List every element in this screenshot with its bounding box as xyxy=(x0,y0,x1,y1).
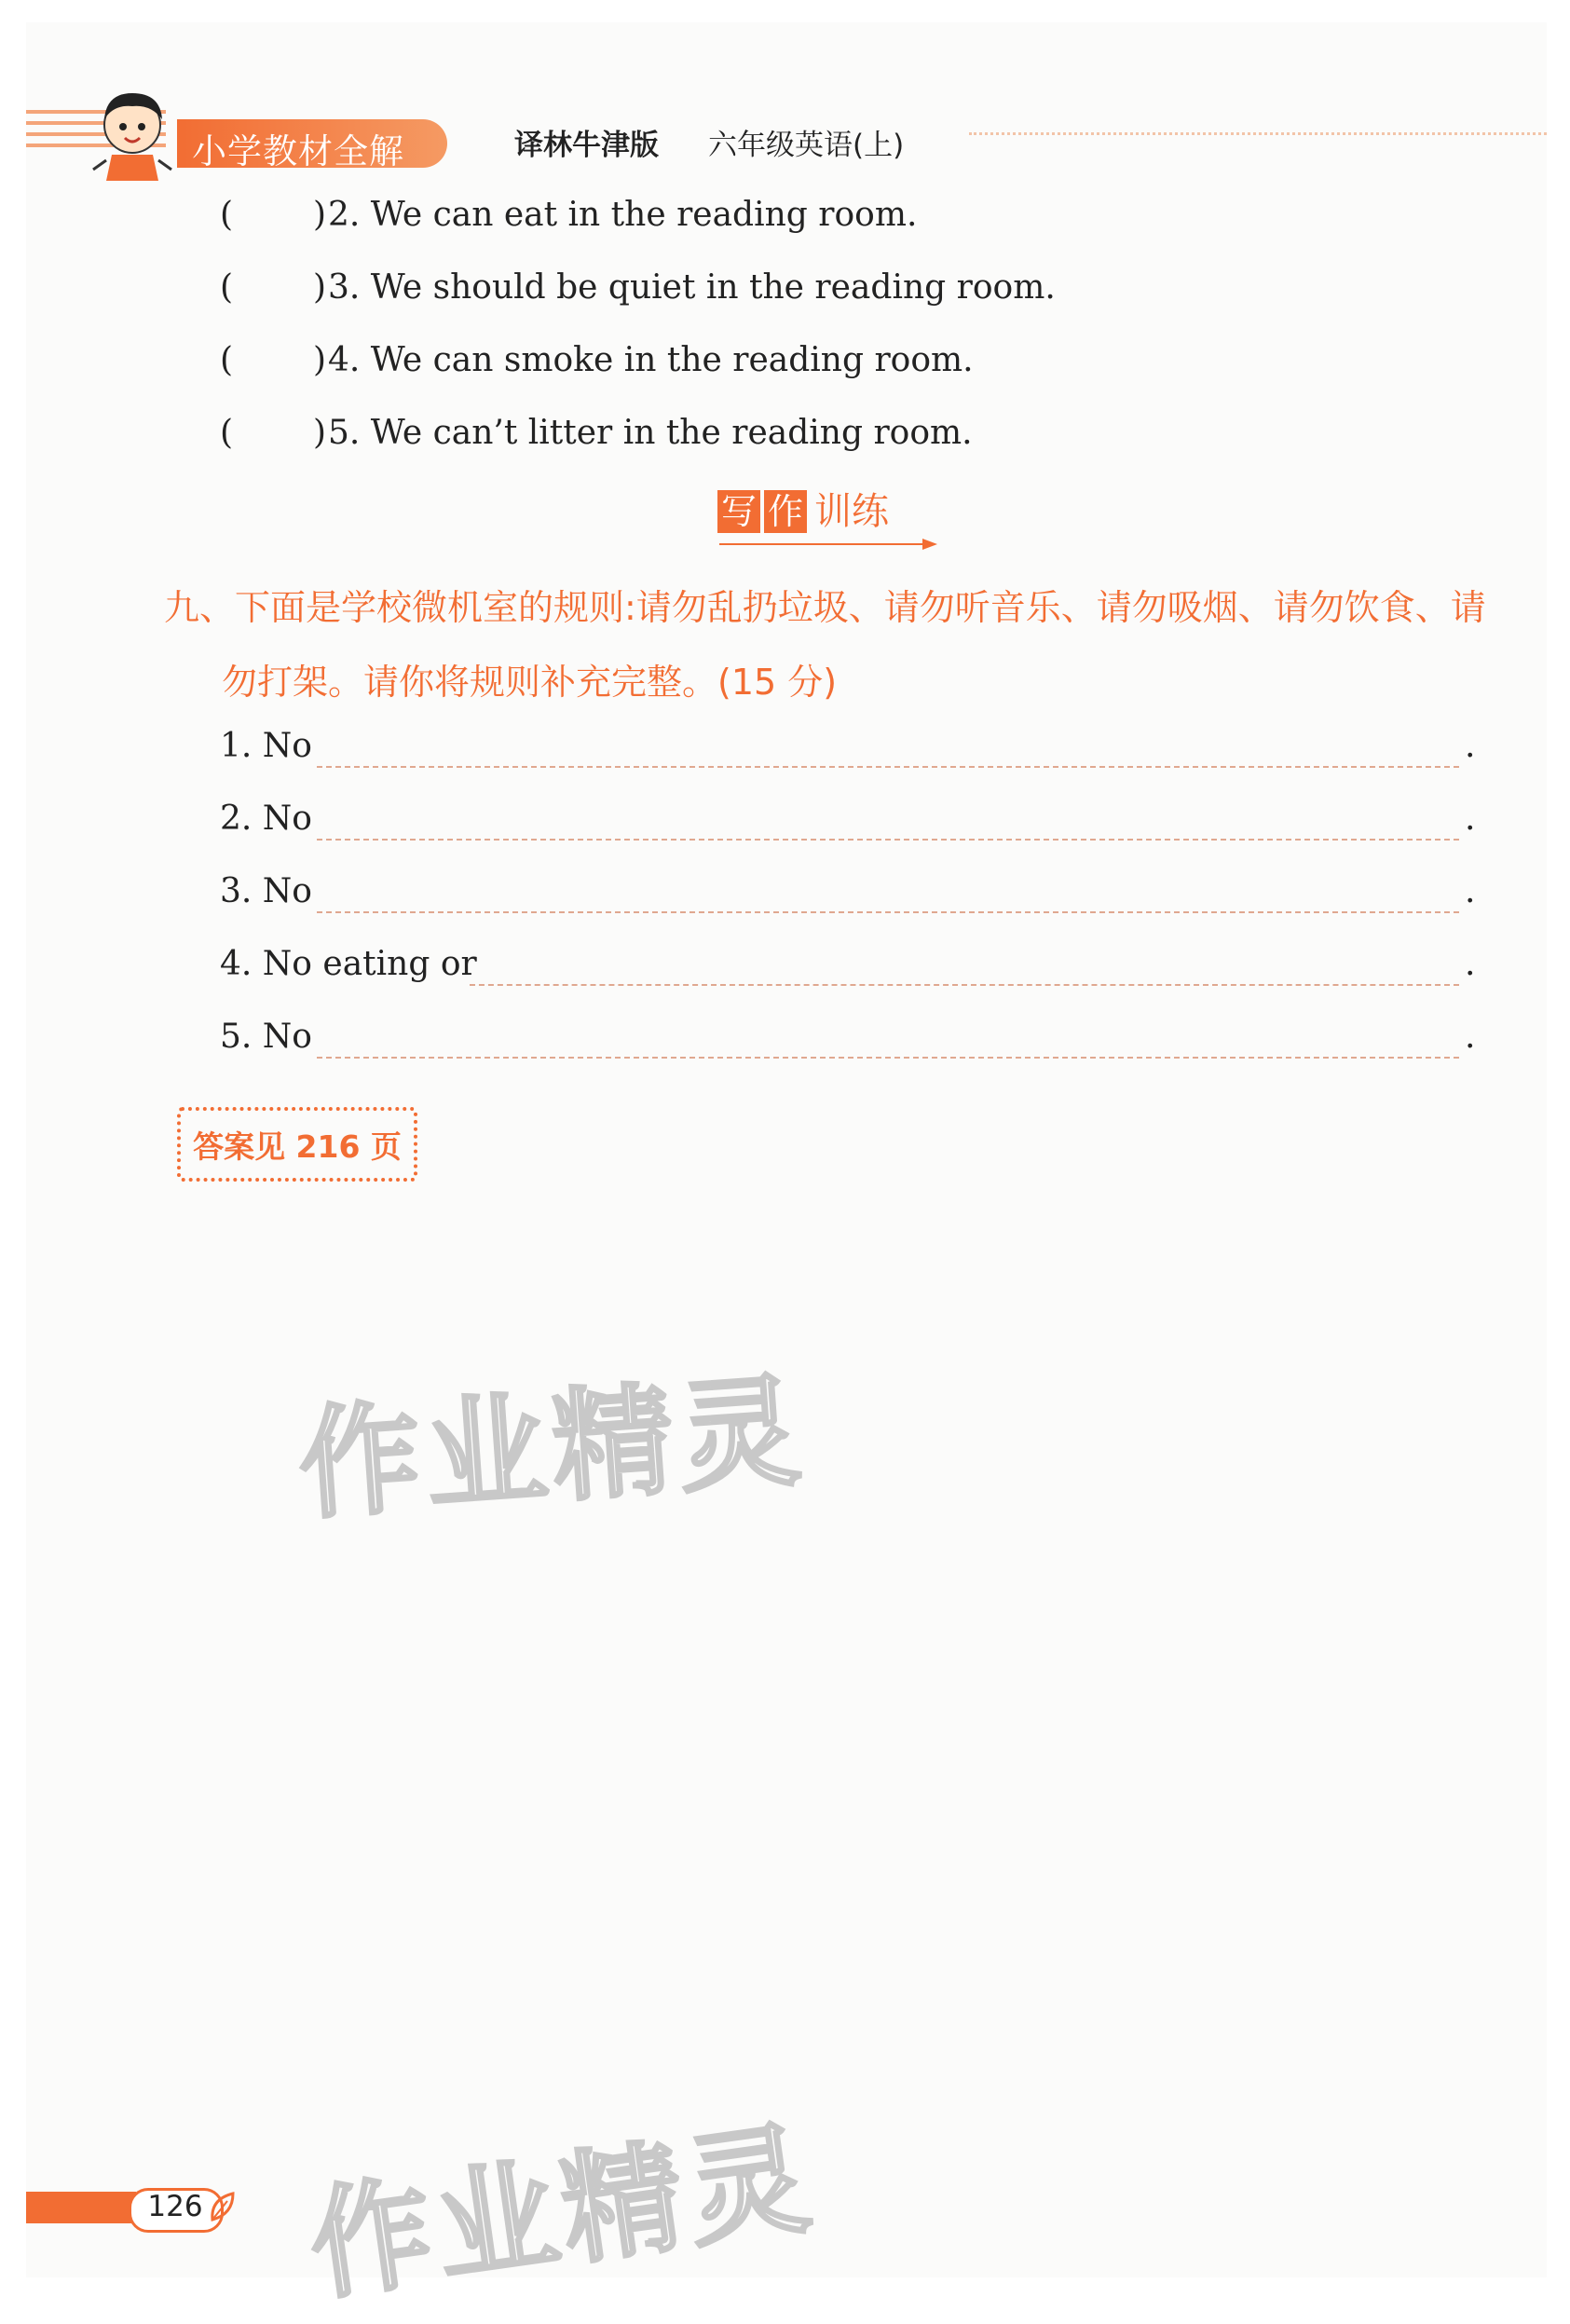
fill-item xyxy=(220,945,1478,991)
section-char-2: 作 xyxy=(764,490,807,533)
leaf-icon xyxy=(209,2190,237,2223)
fill-item xyxy=(220,727,1478,773)
fill-label: 2. No xyxy=(220,800,312,838)
answer-reference: 答案见 216 页 xyxy=(177,1107,417,1182)
instruction-line-2: 勿打架。请你将规则补充完整。(15 分) xyxy=(222,662,838,703)
answer-paren-close: ) xyxy=(313,268,327,307)
section-rest: 训练 xyxy=(814,490,889,533)
header-divider xyxy=(969,132,1547,135)
instruction-line-1: 九、下面是学校微机室的规则:请勿乱扔垃圾、请勿听音乐、请勿吸烟、请勿饮食、请 xyxy=(164,587,1486,628)
answer-line[interactable] xyxy=(470,984,1459,986)
fill-item xyxy=(220,872,1478,919)
fill-label: 1. No xyxy=(220,727,312,765)
fill-end: . xyxy=(1465,727,1476,765)
fill-end: . xyxy=(1465,800,1476,838)
fill-end: . xyxy=(1465,1018,1476,1056)
answer-paren-close: ) xyxy=(313,414,327,452)
section-heading xyxy=(717,485,941,550)
answer-line[interactable] xyxy=(317,766,1459,768)
answer-line[interactable] xyxy=(317,839,1459,841)
watermark: 作业精灵 xyxy=(301,2106,824,2318)
answer-paren-open: ( xyxy=(220,196,234,234)
answer-paren-open: ( xyxy=(220,414,234,452)
header-edition: 译林牛津版 xyxy=(514,129,659,162)
footer-bar xyxy=(26,2192,136,2223)
watermark: 作业精灵 xyxy=(294,1360,811,1537)
fill-item xyxy=(220,800,1478,846)
fill-end: . xyxy=(1465,945,1476,983)
section-char-1: 写 xyxy=(717,490,760,533)
tf-item-text: 3. We should be quiet in the reading room. xyxy=(328,268,1056,307)
answer-paren-open: ( xyxy=(220,341,234,379)
tf-item-text: 4. We can smoke in the reading room. xyxy=(328,341,974,379)
answer-paren-open: ( xyxy=(220,268,234,307)
answer-line[interactable] xyxy=(317,1057,1459,1059)
tf-item-text: 5. We can’t litter in the reading room. xyxy=(328,414,973,452)
arrow-right-icon xyxy=(717,537,941,552)
answer-line[interactable] xyxy=(317,911,1459,913)
fill-label: 4. No eating or xyxy=(220,945,477,983)
header-brand: 小学教材全解 xyxy=(192,131,404,171)
fill-item xyxy=(220,1018,1478,1064)
answer-paren-close: ) xyxy=(313,196,327,234)
header-grade: 六年级英语(上) xyxy=(708,129,905,162)
question-instruction xyxy=(164,570,1487,719)
fill-end: . xyxy=(1465,872,1476,910)
tf-item-text: 2. We can eat in the reading room. xyxy=(328,196,918,234)
page-number: 126 xyxy=(147,2190,203,2223)
fill-label: 5. No xyxy=(220,1018,312,1056)
fill-label: 3. No xyxy=(220,872,312,910)
mascot-icon xyxy=(86,80,179,183)
answer-paren-close: ) xyxy=(313,341,327,379)
